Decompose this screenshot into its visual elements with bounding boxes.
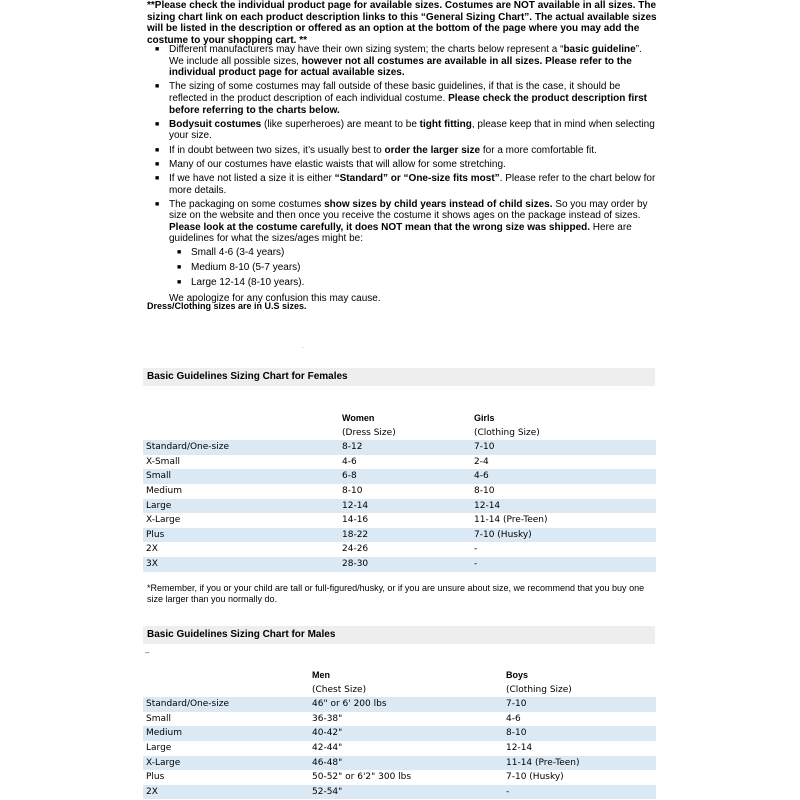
table-row bbox=[143, 469, 656, 484]
size-value-cell: 4-6 bbox=[503, 712, 656, 727]
size-label-cell: Standard/One-size bbox=[143, 440, 339, 455]
size-value-cell: 8-10 bbox=[503, 726, 656, 741]
size-value-cell: 52-54" bbox=[309, 785, 503, 800]
list-item: ■ Medium 8-10 (5-7 years) bbox=[169, 262, 659, 274]
size-value-cell: 6-8 bbox=[339, 469, 471, 484]
table-row bbox=[143, 712, 656, 727]
size-label-cell: Small bbox=[143, 712, 309, 727]
size-label-cell: Plus bbox=[143, 770, 309, 785]
table-header-row bbox=[143, 411, 656, 426]
table-row bbox=[143, 785, 656, 800]
intro-note: **Please check the individual product page for available sizes. Costumes are NOT available in all sizes. The sizing chart link on each product description links to this “General Sizing Chart”. The actual available sizes will be listed in the description or offered as an option at the bottom of the page where you may add the costume to your shopping cart. ** bbox=[147, 0, 657, 46]
size-value-cell: 7-10 bbox=[503, 697, 656, 712]
header-cell: (Clothing Size) bbox=[503, 683, 656, 698]
size-value-cell: 2-4 bbox=[471, 455, 656, 470]
size-label-cell: Small bbox=[143, 469, 339, 484]
list-item: ■ Bodysuit costumes (like superheroes) are meant to be tight fitting, please keep that in mind when selecting your size. bbox=[147, 119, 659, 142]
female-sizing-table bbox=[143, 411, 656, 572]
table-header-row bbox=[143, 668, 656, 683]
header-cell bbox=[143, 668, 309, 683]
size-label-cell: Medium bbox=[143, 484, 339, 499]
table-row bbox=[143, 741, 656, 756]
sizes-note: Dress/Clothing sizes are in U.S sizes. bbox=[147, 301, 307, 311]
table-subheader-row bbox=[143, 426, 656, 441]
header-cell bbox=[143, 683, 309, 698]
list-item: ■ Small 4-6 (3-4 years) bbox=[169, 247, 659, 259]
size-label-cell: Large bbox=[143, 499, 339, 514]
size-value-cell: 46-48" bbox=[309, 756, 503, 771]
table-row bbox=[143, 513, 656, 528]
size-value-cell: - bbox=[503, 785, 656, 800]
header-cell: (Chest Size) bbox=[309, 683, 503, 698]
table-row bbox=[143, 499, 656, 514]
list-item: ■ The sizing of some costumes may fall outside of these basic guidelines, if that is the case, it should be reflected in the product description of each individual costume. Please check the product description first before referring to the charts below. bbox=[147, 81, 659, 116]
size-value-cell: 12-14 bbox=[339, 499, 471, 514]
list-item: ■ The packaging on some costumes show sizes by child years instead of child sizes. So you may order by size on the website and then once you receive the costume it shows ages on the package instead of sizes. Please look at the costume carefully, it does NOT mean that the wrong size was shipped. Here are guidelines for what the sizes/ages might be: ■ Small 4-6 (3-4 years) ■ Medium 8-10 (5-7 years) ■ Large 12-14 (8-10 years). We apologize for any confusion this may cause. bbox=[147, 199, 659, 305]
table-row bbox=[143, 756, 656, 771]
size-value-cell: 50-52" or 6'2" 300 lbs bbox=[309, 770, 503, 785]
size-label-cell: X-Large bbox=[143, 513, 339, 528]
size-value-cell: 7-10 bbox=[471, 440, 656, 455]
table-row bbox=[143, 455, 656, 470]
size-value-cell: 46" or 6' 200 lbs bbox=[309, 697, 503, 712]
size-label-cell: X-Large bbox=[143, 756, 309, 771]
size-label-cell: 3X bbox=[143, 557, 339, 572]
table-subheader-row bbox=[143, 683, 656, 698]
size-value-cell: 14-16 bbox=[339, 513, 471, 528]
size-label-cell: Large bbox=[143, 741, 309, 756]
table-row bbox=[143, 726, 656, 741]
size-value-cell: 42-44" bbox=[309, 741, 503, 756]
list-item: ■ If in doubt between two sizes, it’s usually best to order the larger size for a more comfortable fit. bbox=[147, 145, 659, 157]
size-value-cell: 7-10 (Husky) bbox=[471, 528, 656, 543]
size-value-cell: 12-14 bbox=[471, 499, 656, 514]
male-chart-title: Basic Guidelines Sizing Chart for Males bbox=[143, 626, 655, 644]
size-value-cell: - bbox=[471, 542, 656, 557]
size-label-cell: X-Small bbox=[143, 455, 339, 470]
table-row bbox=[143, 557, 656, 572]
list-item: ■ Large 12-14 (8-10 years). bbox=[169, 277, 659, 289]
header-cell: (Clothing Size) bbox=[471, 426, 656, 441]
table-row bbox=[143, 542, 656, 557]
age-guideline-list bbox=[169, 247, 659, 289]
list-item: ■ Different manufacturers may have their own sizing system; the charts below represent a “basic guideline”. We include all possible sizes, however not all costumes are available in all sizes. Please refer to the individual product page for actual available sizes. bbox=[147, 44, 659, 79]
table-row bbox=[143, 484, 656, 499]
size-value-cell: 28-30 bbox=[339, 557, 471, 572]
size-label-cell: Medium bbox=[143, 726, 309, 741]
size-value-cell: 4-6 bbox=[471, 469, 656, 484]
female-chart-title: Basic Guidelines Sizing Chart for Females bbox=[143, 368, 655, 386]
size-value-cell: 36-38" bbox=[309, 712, 503, 727]
male-sizing-table bbox=[143, 668, 656, 799]
header-cell bbox=[143, 426, 339, 441]
size-value-cell: 18-22 bbox=[339, 528, 471, 543]
size-value-cell: 7-10 (Husky) bbox=[503, 770, 656, 785]
apology-text: We apologize for any confusion this may cause. bbox=[169, 292, 381, 304]
header-cell: Girls bbox=[471, 411, 656, 426]
size-label-cell: Standard/One-size bbox=[143, 697, 309, 712]
size-value-cell: - bbox=[471, 557, 656, 572]
size-label-cell: 2X bbox=[143, 785, 309, 800]
size-value-cell: 8-10 bbox=[339, 484, 471, 499]
decorative-dot: . bbox=[302, 344, 304, 350]
header-cell: Women bbox=[339, 411, 471, 426]
size-label-cell: 2X bbox=[143, 542, 339, 557]
size-value-cell: 24-26 bbox=[339, 542, 471, 557]
size-value-cell: 4-6 bbox=[339, 455, 471, 470]
table-row bbox=[143, 528, 656, 543]
list-item: ■ Many of our costumes have elastic waists that will allow for some stretching. bbox=[147, 159, 659, 171]
size-footnote: *Remember, if you or your child are tall or full-figured/husky, or if you are unsure about size, we recommend that you buy one size larger than you normally do. bbox=[147, 583, 645, 605]
size-value-cell: 40-42" bbox=[309, 726, 503, 741]
table-row bbox=[143, 697, 656, 712]
table-row bbox=[143, 440, 656, 455]
size-value-cell: 12-14 bbox=[503, 741, 656, 756]
female-table-body bbox=[143, 440, 656, 571]
table-row bbox=[143, 770, 656, 785]
size-value-cell: 11-14 (Pre-Teen) bbox=[503, 756, 656, 771]
header-cell: Boys bbox=[503, 668, 656, 683]
size-value-cell: 8-12 bbox=[339, 440, 471, 455]
size-label-cell: Plus bbox=[143, 528, 339, 543]
header-cell: (Dress Size) bbox=[339, 426, 471, 441]
male-table-body bbox=[143, 697, 656, 799]
size-value-cell: 11-14 (Pre-Teen) bbox=[471, 513, 656, 528]
list-item: ■ If we have not listed a size it is either “Standard” or “One-size fits most”. Please refer to the chart below for more details. bbox=[147, 173, 659, 196]
size-value-cell: 8-10 bbox=[471, 484, 656, 499]
decorative-mark: – bbox=[145, 648, 150, 657]
guideline-list bbox=[147, 44, 659, 307]
header-cell bbox=[143, 411, 339, 426]
header-cell: Men bbox=[309, 668, 503, 683]
